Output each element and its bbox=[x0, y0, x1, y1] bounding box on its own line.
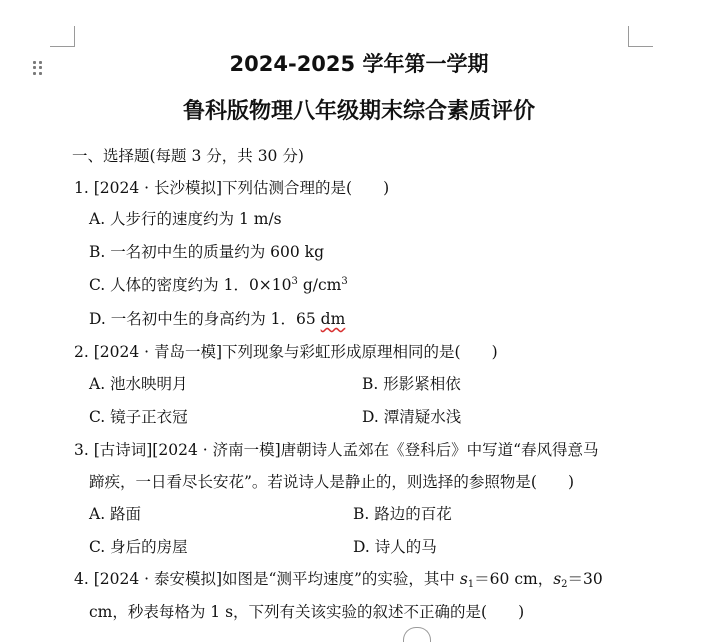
section-heading: 一、选择题(每题 3 分，共 30 分) bbox=[72, 147, 304, 165]
question-3-option-d: D. 诗人的马 bbox=[353, 538, 437, 556]
question-3-option-a: A. 路面 bbox=[89, 505, 142, 523]
question-2-option-c: C. 镜子正衣冠 bbox=[89, 408, 188, 426]
question-4-stem-line2: cm，秒表每格为 1 s，下列有关该实验的叙述不正确的是( ) bbox=[89, 603, 525, 621]
document-title-line2: 鲁科版物理八年级期末综合素质评价 bbox=[182, 99, 535, 124]
question-3-option-b: B. 路边的百花 bbox=[353, 505, 452, 523]
question-2-option-b: B. 形影紧相依 bbox=[362, 375, 461, 393]
document-title-line1: 2024-2025 学年第一学期 bbox=[229, 52, 489, 76]
question-1-option-c: C. 人体的密度约为 1．$0\times 10^3$ $g/cm^3$ bbox=[89, 276, 348, 294]
question-3-stem-line1: 3. [古诗词][2024 · 济南一模]唐朝诗人孟郊在《登科后》中写道“春风得意马 bbox=[74, 441, 599, 459]
spellcheck-underline: dm bbox=[320, 310, 346, 328]
question-1-stem: 1. [2024 · 长沙模拟]下列估测合理的是( ) bbox=[74, 179, 390, 197]
question-2-stem: 2. [2024 · 青岛一模]下列现象与彩虹形成原理相同的是( ) bbox=[74, 343, 498, 361]
question-2-option-d: D. 潭清疑水浅 bbox=[362, 408, 462, 426]
question-1-option-a: A. 人步行的速度约为 1 m/s bbox=[89, 210, 282, 228]
page-corner-mark-top-right bbox=[628, 26, 653, 47]
question-1-option-d: D. 一名初中生的身高约为 1．65 dm bbox=[89, 310, 346, 328]
question-2-option-a: A. 池水映明月 bbox=[89, 375, 188, 393]
question-1-option-b: B. 一名初中生的质量约为 600 kg bbox=[89, 243, 324, 261]
question-4-stem-line1: 4. [2024 · 泰安模拟]如图是“测平均速度”的实验，其中 $s_1=60$ cm，$s_2=30$ bbox=[74, 570, 603, 590]
question-3-option-c: C. 身后的房屋 bbox=[89, 538, 188, 556]
question-3-stem-line2: 蹄疾，一日看尽长安花”。若说诗人是静止的，则选择的参照物是( ) bbox=[89, 473, 575, 491]
page-corner-mark-top-left bbox=[50, 26, 75, 47]
